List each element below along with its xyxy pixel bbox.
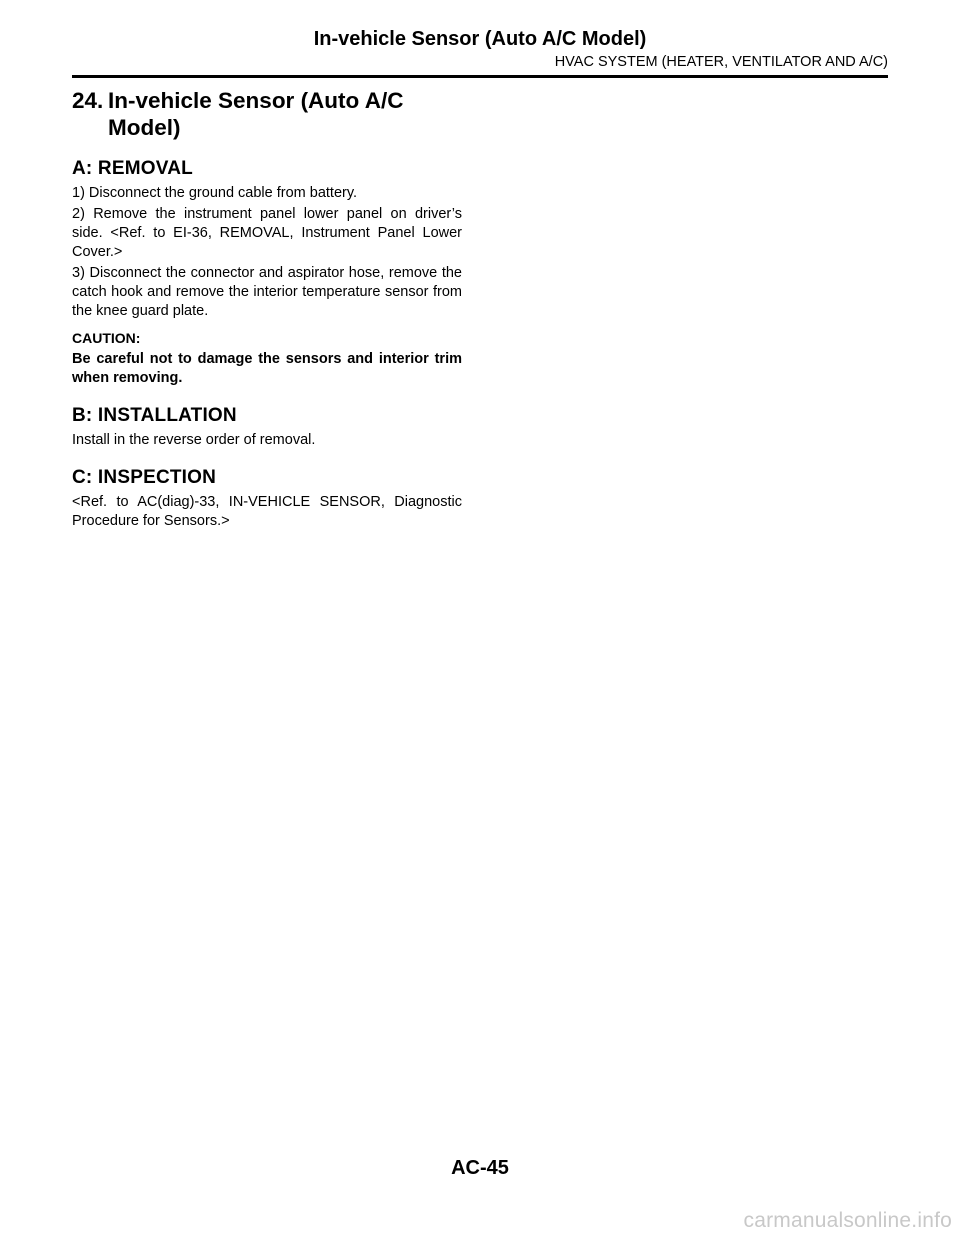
main-content bbox=[72, 87, 462, 531]
caution-label: CAUTION: bbox=[72, 330, 141, 346]
header-subtitle: HVAC SYSTEM (HEATER, VENTILATOR AND A/C) bbox=[554, 54, 888, 70]
watermark: carmanualsonline.info bbox=[743, 1209, 952, 1232]
section-title-text: In-vehicle Sensor (Auto A/C Model) bbox=[108, 88, 404, 140]
inspection-heading: C: INSPECTION bbox=[72, 467, 217, 488]
section-number: 24. bbox=[72, 88, 104, 113]
removal-heading: A: REMOVAL bbox=[72, 158, 193, 179]
header-title: In-vehicle Sensor (Auto A/C Model) bbox=[313, 28, 647, 50]
header-divider bbox=[72, 75, 888, 78]
inspection-text: <Ref. to AC(diag)-33, IN-VEHICLE SENSOR, Diagnostic Procedure for Sensors.> bbox=[72, 494, 462, 529]
removal-step-1: 1) Disconnect the ground cable from battery. bbox=[72, 185, 358, 201]
removal-step-3: 3) Disconnect the connector and aspirator hose, remove the catch hook and remove the interior temperature sensor from the knee guard plate. bbox=[72, 265, 462, 319]
installation-text: Install in the reverse order of removal. bbox=[72, 432, 316, 448]
installation-heading: B: INSTALLATION bbox=[72, 405, 237, 426]
section-title bbox=[72, 87, 462, 141]
page-header bbox=[72, 0, 888, 80]
caution-text: Be careful not to damage the sensors and interior trim when removing. bbox=[72, 351, 462, 386]
removal-step-2: 2) Remove the instrument panel lower panel on driver’s side. <Ref. to EI-36, REMOVAL, Instrument Panel Lower Cover.> bbox=[72, 206, 462, 260]
page-number: AC-45 bbox=[451, 1157, 509, 1179]
